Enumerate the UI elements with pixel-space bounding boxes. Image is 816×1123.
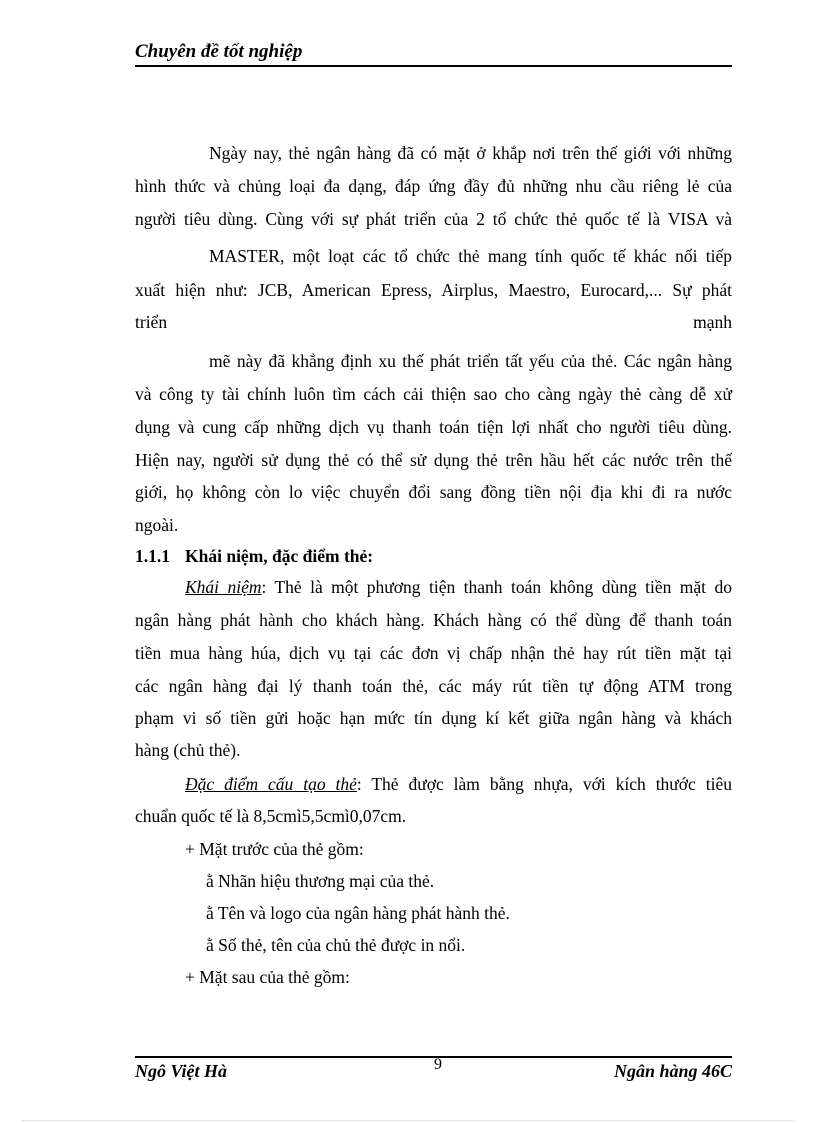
- definition-line-4: các ngân hàng đại lý thanh toán thẻ, các máy rút tiền tự động ATM trong: [135, 676, 732, 696]
- features-line-1: [185, 773, 732, 795]
- front-item-3: ằ Số thẻ, tên của chủ thẻ được in nổi.: [206, 935, 466, 955]
- p3-line-3: dụng và cung cấp những dịch vụ thanh toán tiện lợi nhất cho người tiêu dùng.: [135, 417, 732, 437]
- p3-line-2: và công ty tài chính luôn tìm cách cải thiện sao cho càng ngày thẻ càng dễ xử: [135, 384, 732, 404]
- p2-line-1: MASTER, một loạt các tổ chức thẻ mang tính quốc tế khác nối tiếp: [209, 246, 732, 266]
- section-title: Khái niệm, đặc điểm thẻ:: [185, 546, 374, 566]
- p3-line-4: Hiện nay, người sử dụng thẻ có thể sử dụng thẻ trên hầu hết các nước trên thế: [135, 450, 732, 470]
- p3-line-1: mẽ này đã khẳng định xu thế phát triển tất yếu của thẻ. Các ngân hàng: [209, 351, 732, 371]
- p1-line-1: Ngày nay, thẻ ngân hàng đã có mặt ở khắp nơi trên thế giới với những: [209, 143, 732, 163]
- front-item-2: ằ Tên và logo của ngân hàng phát hành thẻ.: [206, 903, 510, 923]
- footer-department: Ngân hàng 46C: [613, 1061, 732, 1081]
- definition-line-5: phạm vi số tiền gửi hoặc hạn mức tín dụng kí kết giữa ngân hàng và khách: [135, 708, 732, 728]
- page-edge-divider: [22, 1120, 794, 1121]
- p2-line-3-end: mạnh: [693, 312, 732, 332]
- page-number: 9: [434, 1056, 442, 1073]
- definition-line-3: tiền mua hàng húa, dịch vụ tại các đơn vị chấp nhận thẻ hay rút tiền mặt tại: [135, 643, 732, 663]
- features-line-2: chuẩn quốc tế là 8,5cmì5,5cmì0,07cm.: [135, 806, 407, 826]
- section-heading: [135, 545, 373, 567]
- section-number: 1.1.1: [135, 546, 170, 566]
- definition-line-1: [185, 576, 732, 598]
- features-text: : Thẻ được làm bằng nhựa, với kích thước tiêu: [356, 774, 732, 794]
- front-item-1: ằ Nhãn hiệu thương mại của thẻ.: [206, 871, 435, 891]
- p2-line-2: xuất hiện như: JCB, American Epress, Airplus, Maestro, Eurocard,... Sự phát: [135, 280, 732, 300]
- p2-line-3-start: triển: [135, 312, 168, 332]
- page-header-title: Chuyên đề tốt nghiệp: [135, 41, 303, 62]
- front-side-heading: + Mặt trước của thẻ gồm:: [185, 839, 364, 859]
- p1-line-3: người tiêu dùng. Cùng với sự phát triển của 2 tổ chức thẻ quốc tế là VISA và: [135, 209, 732, 229]
- p3-line-5: giới, họ không còn lo việc chuyển đổi sang đồng tiền nội địa khi đi ra nước: [135, 482, 732, 502]
- definition-text: : Thẻ là một phương tiện thanh toán không dùng tiền mặt do: [261, 577, 732, 597]
- footer-author: Ngô Việt Hà: [135, 1061, 228, 1081]
- p1-line-2: hình thức và chủng loại đa dạng, đáp ứng đầy đủ những nhu cầu riêng lẻ của: [135, 176, 732, 196]
- definition-line-2: ngân hàng phát hành cho khách hàng. Khách hàng có thể dùng để thanh toán: [135, 610, 732, 630]
- features-label: Đặc điểm cấu tạo thẻ: [185, 774, 357, 794]
- definition-label: Khái niệm: [185, 577, 262, 597]
- header-rule: [135, 65, 732, 67]
- back-side-heading: + Mặt sau của thẻ gồm:: [185, 967, 350, 987]
- definition-line-6: hàng (chủ thẻ).: [135, 740, 241, 760]
- p3-line-6: ngoài.: [135, 515, 179, 535]
